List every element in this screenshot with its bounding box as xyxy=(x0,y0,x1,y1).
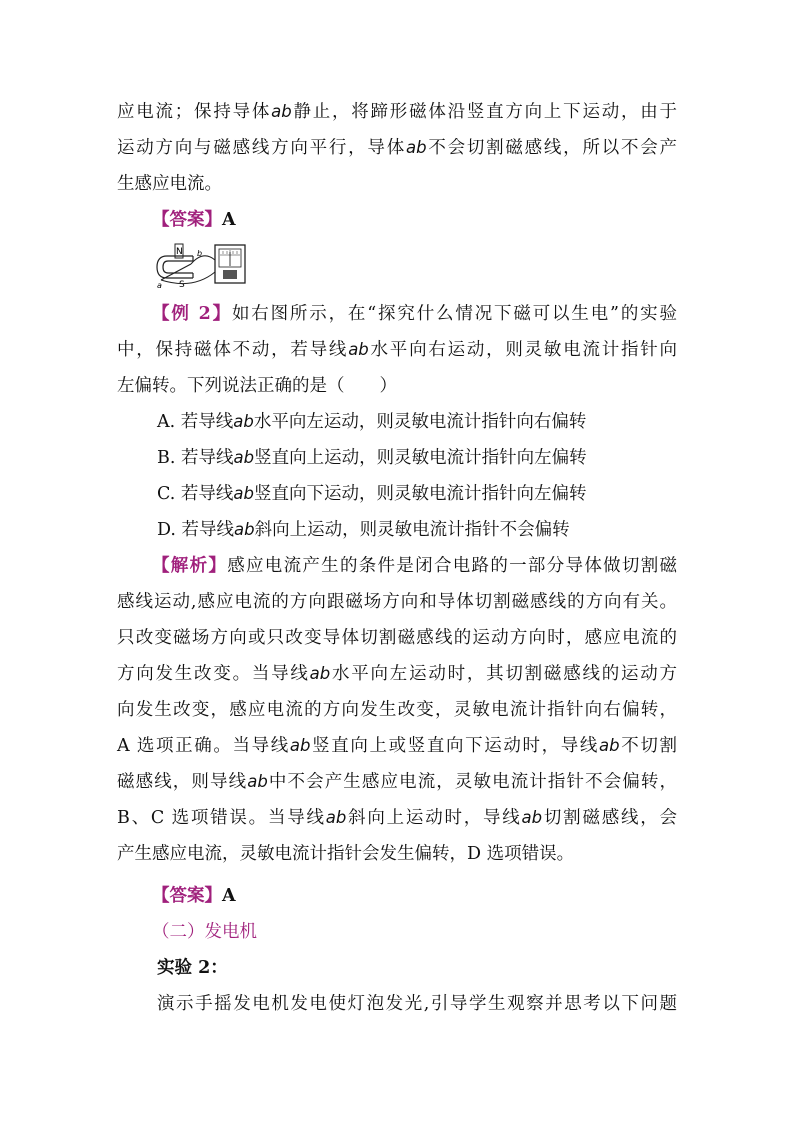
analysis-line: B、C 选项错误。当导线ab斜向上运动时，导线ab切割磁感线，会 xyxy=(117,808,678,828)
analysis-line: A 选项正确。当导线ab竖直向上或竖直向下运动时，导线ab不切割 xyxy=(117,736,678,756)
paragraph-line: 运动方向与磁感线方向平行，导体ab不会切割磁感线，所以不会产 xyxy=(117,138,678,158)
answer-tag: 【答案】 xyxy=(152,210,222,230)
analysis-line: 方向发生改变。当导线ab水平向左运动时，其切割磁感线的运动方 xyxy=(117,664,678,684)
answer-line xyxy=(152,884,712,908)
answer-tag: 【答案】 xyxy=(152,886,222,906)
paragraph-line: 生感应电流。 xyxy=(117,174,222,194)
paragraph-line: 演示手摇发电机发电使灯泡发光,引导学生观察并思考以下问题 xyxy=(157,994,677,1014)
pole-n-label: N xyxy=(176,247,183,257)
point-b-label: b xyxy=(197,249,203,258)
analysis-line: 感线运动,感应电流的方向跟磁场方向和导体切割磁感线的方向有关。 xyxy=(117,592,677,612)
point-a-label: a xyxy=(157,281,162,290)
answer-value: A xyxy=(222,210,236,230)
example-line: 左偏转。下列说法正确的是（ ） xyxy=(117,376,397,396)
example-line: 中，保持磁体不动，若导线ab水平向右运动，则灵敏电流计指针向 xyxy=(117,340,678,360)
answer-value: A xyxy=(222,886,236,906)
analysis-line: 磁感线，则导线ab中不会产生感应电流，灵敏电流计指针不会偏转， xyxy=(117,772,677,792)
answer-line xyxy=(152,208,712,232)
option-a: A. 若导线ab水平向左运动，则灵敏电流计指针向右偏转 xyxy=(157,412,587,432)
option-c: C. 若导线ab竖直向下运动，则灵敏电流计指针向左偏转 xyxy=(157,484,587,504)
example-tag: 【例 2】 xyxy=(152,304,232,324)
option-b: B. 若导线ab竖直向上运动，则灵敏电流计指针向左偏转 xyxy=(157,448,587,468)
analysis-tag: 【解析】 xyxy=(152,556,228,576)
pole-s-label: S xyxy=(179,280,185,290)
paragraph-line: 应电流；保持导体ab静止，将蹄形磁体沿竖直方向上下运动，由于 xyxy=(117,102,678,122)
analysis-line: 只改变磁场方向或只改变导体切割磁感线的运动方向时，感应电流的 xyxy=(117,628,677,648)
option-d: D. 若导线ab斜向上运动，则灵敏电流计指针不会偏转 xyxy=(157,520,570,540)
example-line: 【例 2】如右图所示，在“探究什么情况下磁可以生电”的实验 xyxy=(152,304,677,324)
experiment-figure xyxy=(153,240,253,290)
experiment-heading: 实验 2： xyxy=(157,958,228,978)
analysis-line: 向发生改变，感应电流的方向发生改变，灵敏电流计指针向右偏转， xyxy=(117,700,677,720)
section-heading: （二）发电机 xyxy=(152,922,257,942)
analysis-line: 产生感应电流，灵敏电流计指针会发生偏转，D 选项错误。 xyxy=(117,844,575,864)
analysis-line: 【解析】感应电流产生的条件是闭合电路的一部分导体做切割磁 xyxy=(152,556,678,576)
